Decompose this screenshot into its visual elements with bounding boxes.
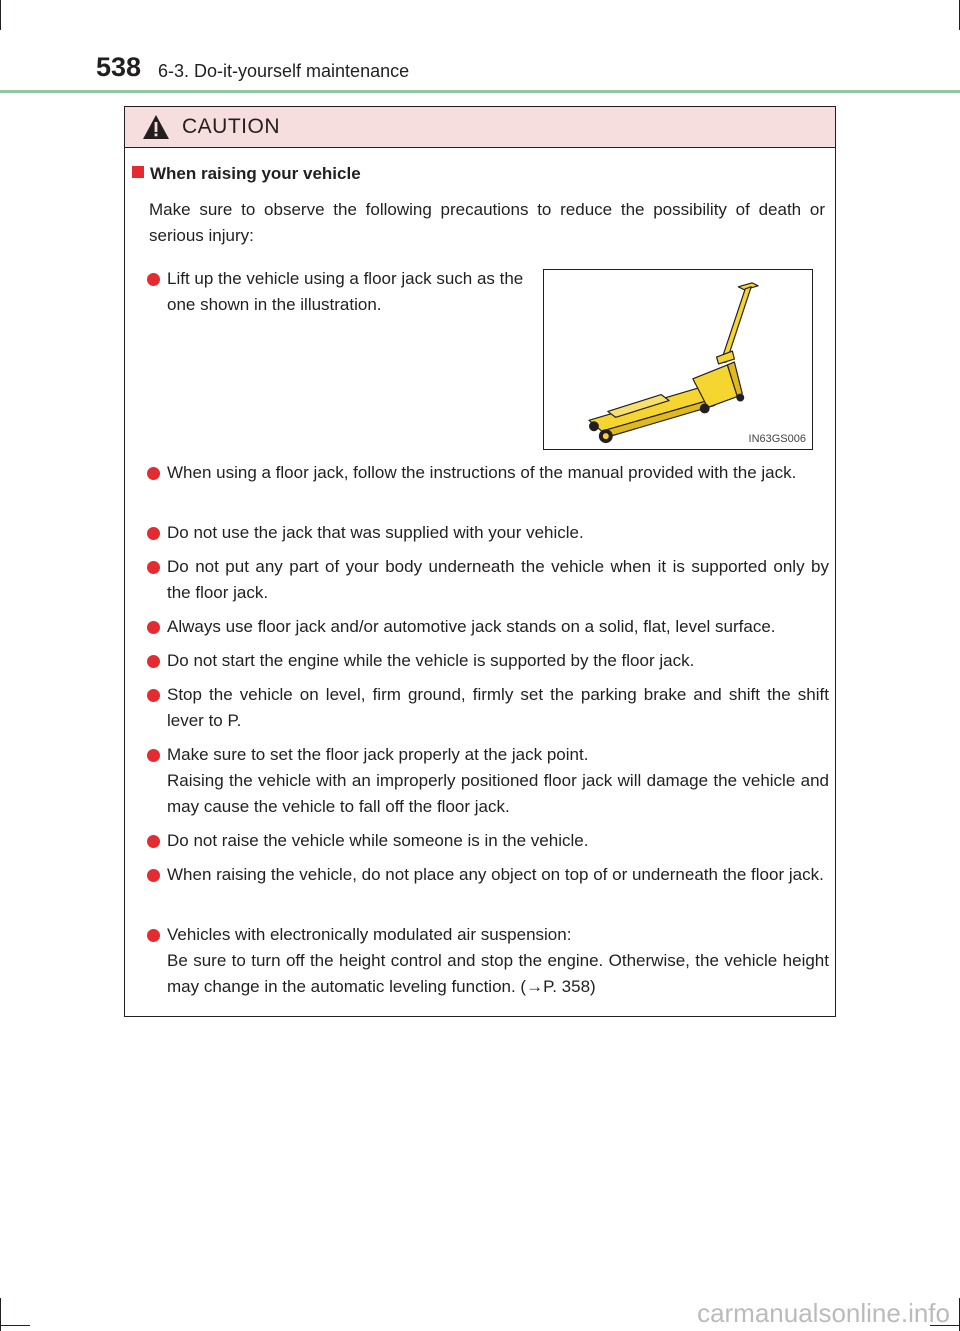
caution-box — [124, 106, 836, 1017]
bullet-item — [147, 922, 829, 1000]
red-dot-bullet-icon — [147, 527, 160, 540]
crop-mark — [0, 1298, 1, 1331]
watermark: carmanualsonline.info — [697, 1298, 950, 1328]
bullet-text: Make sure to set the floor jack properly at the jack point. — [167, 745, 589, 764]
bullet-text: Lift up the vehicle using a floor jack such as the one shown in the illustration. — [167, 269, 524, 314]
crop-mark — [0, 1325, 30, 1326]
caution-title: CAUTION — [182, 115, 280, 138]
crop-mark — [0, 0, 1, 30]
bullet-text: Do not use the jack that was supplied with your vehicle. — [167, 523, 584, 542]
bullet-text: Vehicles with electronically modulated air suspension: — [167, 925, 572, 944]
caution-content — [125, 148, 835, 1016]
caution-subheading — [132, 164, 361, 184]
red-dot-bullet-icon — [147, 869, 160, 882]
bullet-item — [147, 520, 829, 546]
page-number: 538 — [96, 52, 142, 82]
subheading-text: When raising your vehicle — [150, 164, 361, 183]
red-dot-bullet-icon — [147, 749, 160, 762]
red-dot-bullet-icon — [147, 621, 160, 634]
bullet-item — [147, 648, 829, 674]
red-dot-bullet-icon — [147, 689, 160, 702]
bullet-item — [147, 742, 829, 820]
bullet-item — [147, 614, 829, 640]
bullet-text: Always use floor jack and/or automotive jack stands on a solid, flat, level surface. — [167, 617, 776, 636]
floor-jack-illustration — [543, 269, 813, 450]
bullet-text: Stop the vehicle on level, firm ground, firmly set the parking brake and shift the shift lever to P. — [167, 685, 829, 730]
red-dot-bullet-icon — [147, 929, 160, 942]
red-square-bullet-icon — [132, 166, 144, 178]
intro-text: Make sure to observe the following precautions to reduce the possibility of death or serious injury: — [149, 200, 825, 245]
red-dot-bullet-icon — [147, 835, 160, 848]
bullet-item — [147, 266, 537, 318]
bullet-item — [147, 460, 829, 486]
header-rule — [0, 90, 960, 93]
bullet-subtext: Be sure to turn off the height control and stop the engine. Otherwise, the vehicle height may change in the automatic leveling function. (→P. 358) — [167, 951, 829, 996]
bullet-subtext: Raising the vehicle with an improperly positioned floor jack will damage the vehicle and may cause the vehicle to fall off the floor jack. — [167, 771, 829, 816]
bullet-item — [147, 682, 829, 734]
warning-triangle-icon — [142, 114, 170, 140]
bullet-text: When raising the vehicle, do not place any object on top of or underneath the floor jack. — [167, 865, 824, 884]
bullet-item — [147, 554, 829, 606]
red-dot-bullet-icon — [147, 561, 160, 574]
bullet-text: Do not put any part of your body underneath the vehicle when it is supported only by the floor jack. — [167, 557, 829, 602]
red-dot-bullet-icon — [147, 655, 160, 668]
bullet-text: Do not start the engine while the vehicle is supported by the floor jack. — [167, 651, 695, 670]
caution-header — [125, 107, 835, 148]
bullet-text: Do not raise the vehicle while someone is in the vehicle. — [167, 831, 589, 850]
floor-jack-image — [544, 270, 812, 449]
bullet-item — [147, 862, 829, 888]
red-dot-bullet-icon — [147, 467, 160, 480]
bullet-text: When using a floor jack, follow the instructions of the manual provided with the jack. — [167, 463, 797, 482]
bullet-item — [147, 828, 829, 854]
section-title: 6-3. Do-it-yourself maintenance — [158, 61, 410, 81]
red-dot-bullet-icon — [147, 273, 160, 286]
figure-code: IN63GS006 — [748, 433, 806, 445]
